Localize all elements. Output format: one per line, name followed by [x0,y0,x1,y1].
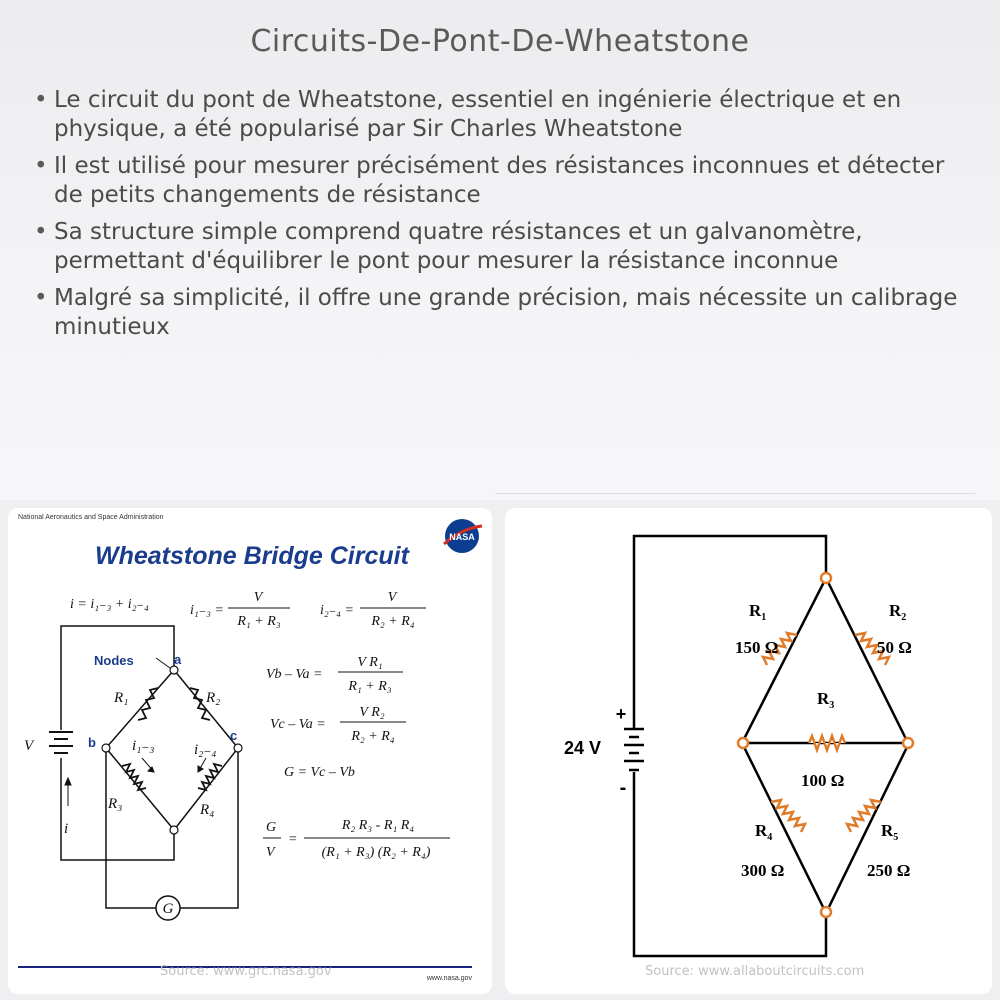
svg-text:R4: $R_4$ [755,821,773,843]
label-R3: R₃ [108,796,123,812]
svg-text:250 Ω: 250 Ω [867,861,911,880]
battery-minus: - [619,777,627,799]
label-i24: i₂₋₄ [194,742,217,758]
eq-i24-num: V [387,590,397,605]
eq-g: G = Vc – Vb [284,765,355,780]
figure-heading: Wheatstone Bridge Circuit [95,542,409,570]
svg-text:R1: $R_1$ [749,601,767,623]
eq-i13-den: R₁ + R₃ [237,614,281,629]
nasa-wheatstone-figure [8,508,492,994]
eq-vc-lhs: Vc – Va = [270,717,326,732]
eq-vb-lhs: Vb – Va = [266,667,323,682]
svg-text:300 Ω: 300 Ω [741,861,785,880]
eq-vb-den: R₁ + R₃ [348,679,392,694]
battery-symbol [49,732,73,753]
agency-label: National Aeronautics and Space Administration [18,514,164,521]
label-i: i [64,821,69,837]
label-i13: i₁₋₃ [132,738,155,754]
eq-ratio-den: (R₁ + R₃) (R₂ + R₄) [321,845,431,860]
label-V: V [24,738,34,754]
bullet-list [32,86,962,350]
eq-ratio-V: V [266,845,275,860]
bridge-circuit-figure [505,508,992,994]
svg-text:R3: $R_3$ [817,689,835,711]
eq-ratio-equals: = [288,832,298,847]
eq-i13-num: V [253,590,263,605]
eq-ratio-G: G [266,820,277,835]
label-R2: R₂ [206,690,221,706]
source-caption: Source: www.allaboutcircuits.com [645,964,865,979]
bridge-diagram [505,508,992,994]
svg-text:150 Ω: 150 Ω [735,638,779,657]
battery-voltage: 24 V [563,738,601,758]
bullet-item: • Le circuit du pont de Wheatstone, essentiel en ingénierie électrique et en physique, a été popularisé par Sir Charles Wheatstone [32,86,962,144]
label-R1: R₁ [114,690,129,706]
bullet-item: • Sa structure simple comprend quatre résistances et un galvanomètre, permettant d'équilibrer le pont pour mesurer la résistance inconnue [32,218,962,276]
battery-symbol [624,729,644,770]
eq-i13-lhs: i₁₋₃ = [190,603,224,618]
circuit-wires [634,536,911,956]
eq-vc-num: V R₂ [359,705,385,720]
bullet-item: • Il est utilisé pour mesurer précisément des résistances inconnues et détecter de petits changements de résistance [32,152,962,210]
svg-text:NASA: NASA [449,532,475,542]
eq-vc-den: R₂ + R₄ [351,729,395,744]
svg-text:R2: $R_2$ [889,601,907,623]
label-node-c: c [230,728,238,743]
svg-text:R5: $R_5$ [881,821,899,843]
bullet-item: • Malgré sa simplicité, il offre une grande précision, mais nécessite un calibrage minutieux [32,284,962,342]
label-node-a: a [174,652,182,667]
eq-i24-lhs: i₂₋₄ = [320,603,354,618]
nasa-diagram [8,508,492,994]
svg-text:100 Ω: 100 Ω [801,771,845,790]
source-caption: Source: www.grc.nasa.gov [160,964,332,979]
nasa-url: www.nasa.gov [426,975,472,982]
nasa-logo [444,519,482,553]
divider [495,493,975,494]
label-G: G [162,901,174,917]
svg-text:50 Ω: 50 Ω [877,638,912,657]
label-nodes: Nodes [94,653,134,668]
page-title: Circuits-De-Pont-De-Wheatstone [250,24,750,59]
eq-vb-num: V R₁ [357,655,383,670]
eq-current-sum: i = i₁₋₃ + i₂₋₄ [70,597,149,612]
battery-plus: + [615,704,627,724]
eq-i24-den: R₂ + R₄ [371,614,415,629]
label-R4: R₄ [200,802,215,818]
label-node-b: b [88,735,96,750]
eq-ratio-num: R₂ R₃ - R₁ R₄ [341,818,415,833]
